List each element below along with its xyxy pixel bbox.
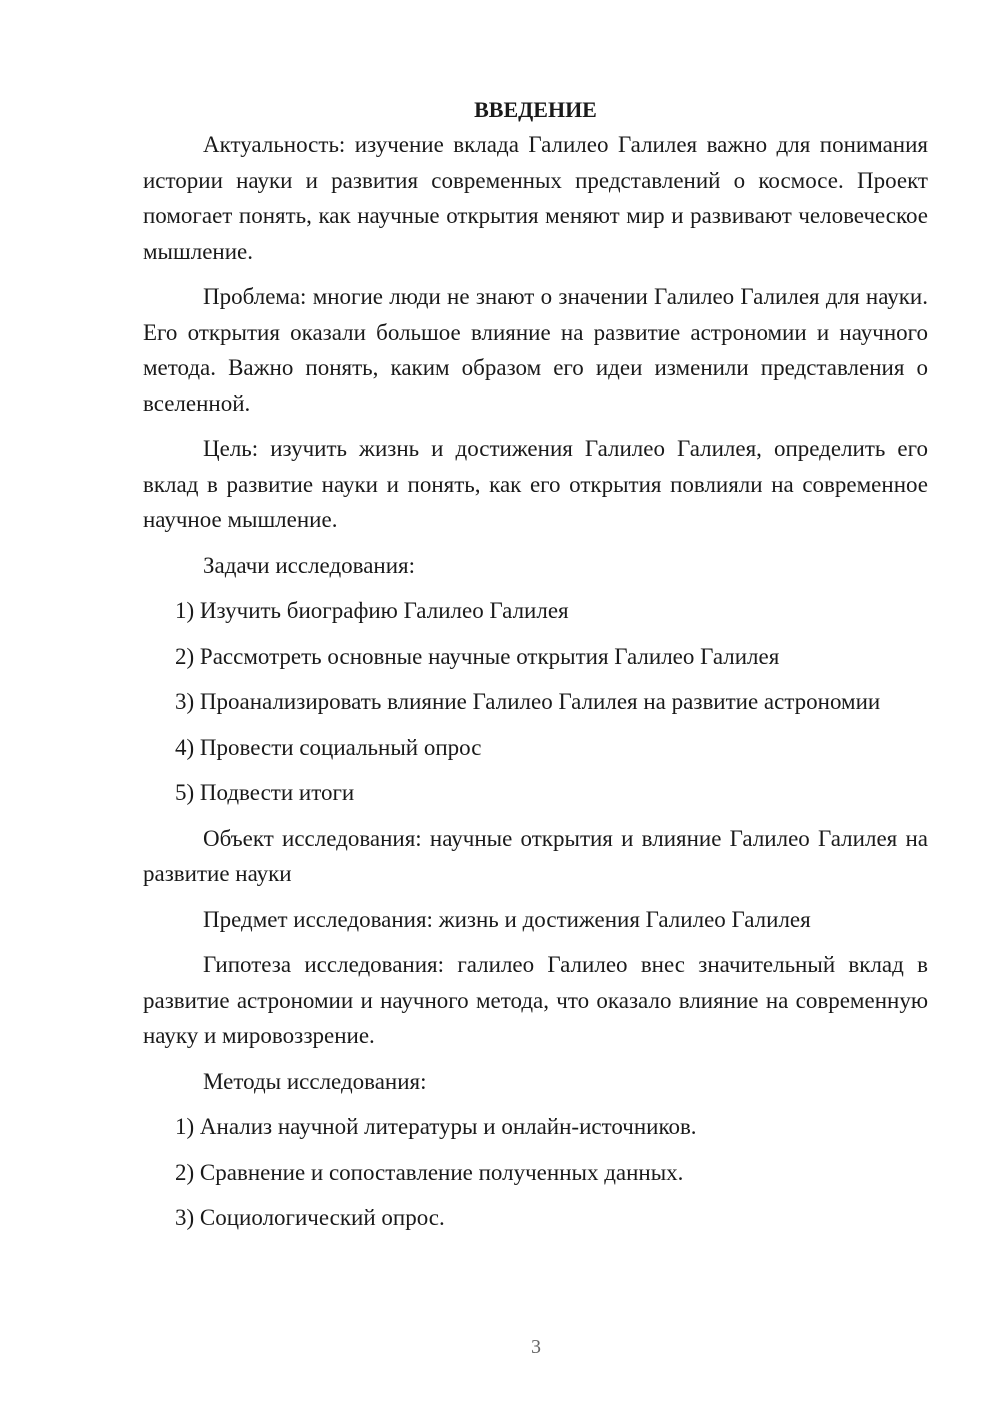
- method-item: 2) Сравнение и сопоставление полученных данных.: [175, 1159, 684, 1185]
- task-item: 1) Изучить биографию Галилео Галилея: [175, 598, 569, 623]
- object-paragraph: Объект исследования: научные открытия и влияние Галилео Галилея на развитие науки: [143, 825, 928, 886]
- subject-paragraph: Предмет исследования: жизнь и достижения Галилео Галилея: [203, 906, 811, 932]
- task-item: 4) Провести социальный опрос: [175, 734, 482, 760]
- methods-heading: Методы исследования:: [203, 1068, 427, 1094]
- page-number: 3: [531, 1336, 541, 1358]
- page-content: [143, 92, 928, 1246]
- goal-paragraph: Цель: изучить жизнь и достижения Галилео Галилея, определить его вклад в развитие науки и понять, как его открытия повлияли на современное научное мышление.: [143, 436, 928, 532]
- problem-paragraph: Проблема: многие люди не знают о значении Галилео Галилея для науки. Его открытия оказали большое влияние на развитие астрономии и научного метода. Важно понять, каким образом его идеи изменили представления о вселенной.: [143, 284, 928, 416]
- task-item: 2) Рассмотреть основные научные открытия Галилео Галилея: [175, 643, 780, 669]
- tasks-heading: Задачи исследования:: [203, 552, 416, 578]
- section-heading: ВВЕДЕНИЕ: [474, 97, 597, 122]
- relevance-paragraph: Актуальность: изучение вклада Галилео Галилея важно для понимания истории науки и развития современных представлений о космосе. Проект помогает понять, как научные открытия меняют мир и развивают человеческое мышление.: [143, 132, 928, 264]
- method-item: 1) Анализ научной литературы и онлайн-источников.: [175, 1114, 697, 1139]
- task-item: 5) Подвести итоги: [175, 780, 355, 805]
- method-item: 3) Социологический опрос.: [175, 1205, 445, 1230]
- hypothesis-paragraph: Гипотеза исследования: галилео Галилео внес значительный вклад в развитие астрономии и научного метода, что оказало влияние на современную науку и мировоззрение.: [143, 952, 928, 1048]
- task-item: 3) Проанализировать влияние Галилео Галилея на развитие астрономии: [175, 689, 881, 714]
